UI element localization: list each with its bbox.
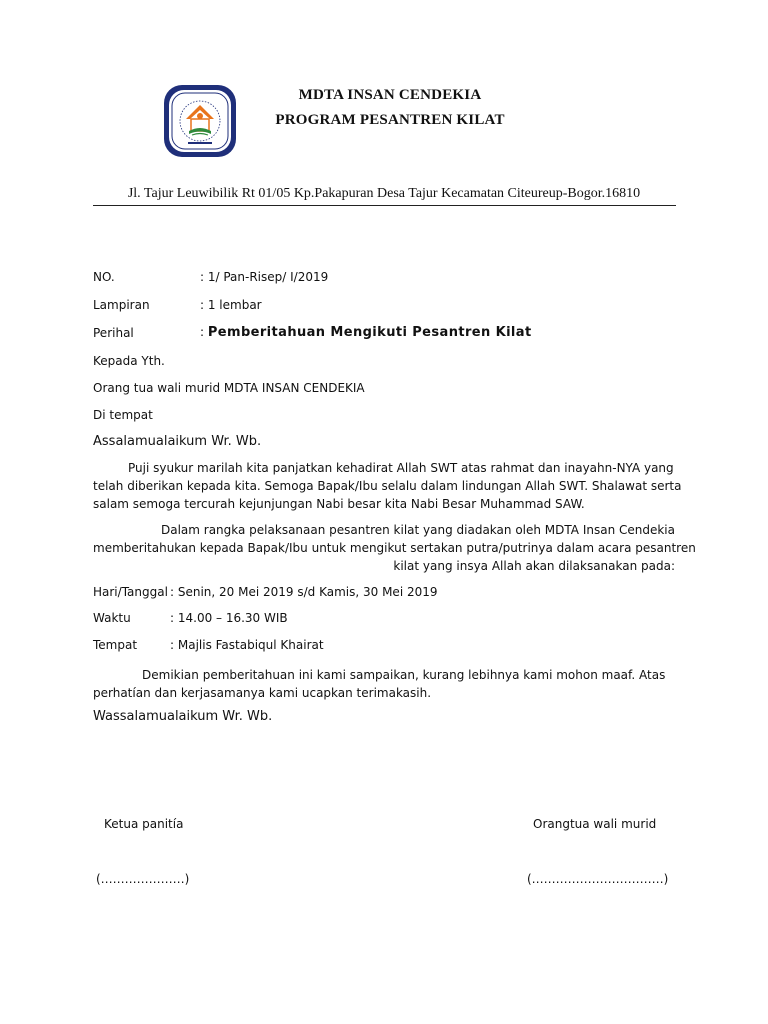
program-name: PROGRAM PESANTREN KILAT xyxy=(275,112,505,128)
event-date-value: : Senin, 20 Mei 2019 s/d Kamis, 30 Mei 2019 xyxy=(170,585,438,599)
attachment-value: : 1 lembar xyxy=(200,298,262,312)
paragraph-1-line-1: Puji syukur marilah kita panjatkan kehadirat Allah SWT atas rahmat dan inayahn-NYA yang xyxy=(128,461,674,475)
event-time-label: Waktu xyxy=(93,611,131,625)
greeting: Assalamualaikum Wr. Wb. xyxy=(93,434,262,449)
letter-number-label: NO. xyxy=(93,270,115,284)
paragraph-2-line-3: kilat yang insya Allah akan dilaksanakan pada: xyxy=(393,559,675,573)
subject-value xyxy=(200,325,532,340)
school-address: Jl. Tajur Leuwibilik Rt 01/05 Kp.Pakapuran Desa Tajur Kecamatan Citeureup-Bogor.16810 xyxy=(127,186,641,201)
signature-left-line: (…………………) xyxy=(96,872,190,886)
header-divider xyxy=(93,205,676,206)
paragraph-2-line-2: memberitahukan kepada Bapak/Ibu untuk mengikut sertakan putra/putrinya dalam acara pesantren xyxy=(93,541,696,555)
attachment-label: Lampiran xyxy=(93,298,150,312)
subject-colon: : xyxy=(200,325,208,339)
farewell: Wassalamualaikum Wr. Wb. xyxy=(93,709,273,724)
event-place-label: Tempat xyxy=(93,638,138,652)
letter-number-value: : 1/ Pan-Risep/ I/2019 xyxy=(200,270,329,284)
signature-right-title: Orangtua wali murid xyxy=(533,817,657,831)
event-date-label: Hari/Tanggal xyxy=(93,585,168,599)
paragraph-1-line-3: salam semoga tercurah kejunjungan Nabi besar kita Nabi Besar Muhammad SAW. xyxy=(93,497,585,511)
paragraph-2-line-1: Dalam rangka pelaksanaan pesantren kilat yang diadakan oleh MDTA Insan Cendekia xyxy=(160,523,675,537)
recipient-line-2: Orang tua wali murid MDTA INSAN CENDEKIA xyxy=(93,381,365,395)
recipient-line-3: Di tempat xyxy=(93,408,153,422)
paragraph-1-line-2: telah diberikan kepada kita. Semoga Bapak/Ibu selalu dalam lindungan Allah SWT. Shalawat serta xyxy=(93,479,682,493)
signature-right-line: (……………………………) xyxy=(527,872,669,886)
event-time-value: : 14.00 – 16.30 WIB xyxy=(170,611,288,625)
school-name: MDTA INSAN CENDEKIA xyxy=(298,87,482,103)
subject-text: Pemberitahuan Mengikuti Pesantren Kilat xyxy=(207,325,532,340)
closing-line-1: Demikian pemberitahuan ini kami sampaikan, kurang lebihnya kami mohon maaf. Atas xyxy=(142,668,666,682)
signature-left-title: Ketua panitía xyxy=(104,817,184,831)
closing-line-2: perhatían dan kerjasamanya kami ucapkan terimakasih. xyxy=(93,686,432,700)
subject-label: Perihal xyxy=(93,326,134,340)
recipient-line-1: Kepada Yth. xyxy=(93,354,165,368)
event-place-value: : Majlis Fastabiqul Khairat xyxy=(170,638,324,652)
